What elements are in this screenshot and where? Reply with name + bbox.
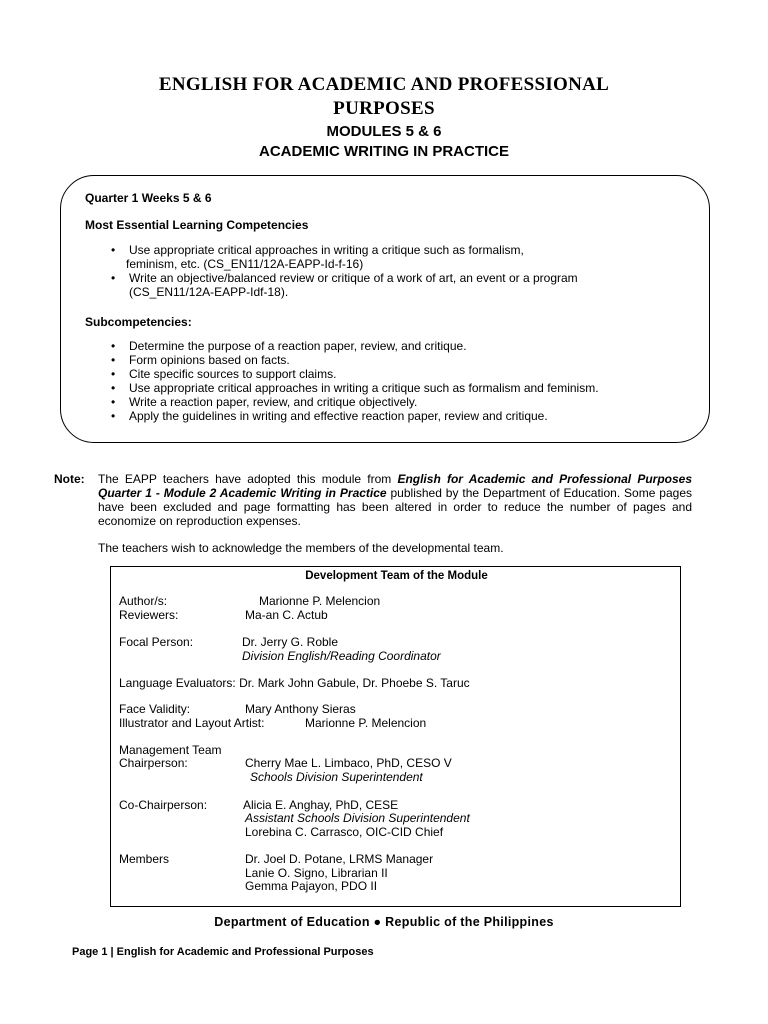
language-evaluators: Language Evaluators: Dr. Mark John Gabule, Dr. Phoebe S. Taruc (119, 676, 470, 690)
subcompetencies-heading: Subcompetencies: (85, 315, 192, 329)
cochair-name: Alicia E. Anghay, PhD, CESE (243, 798, 399, 812)
note-paragraph: The EAPP teachers have adopted this module from English for Academic and Professional Purposes Quarter 1 - Module 2 Academic Writing in Practice published by the Department of Education. Some pages have been excluded and page formatting has been altered in order to reduce the number of pages and economize on reproduction expenses. (98, 472, 692, 528)
melc-heading: Most Essential Learning Competencies (85, 218, 309, 232)
chair-label: Chairperson: (119, 756, 188, 770)
subcompetency-item: • Cite specific sources to support claims. (107, 367, 697, 381)
page-footer: Page 1 | English for Academic and Professional Purposes (72, 946, 374, 958)
melc-list (107, 243, 697, 299)
modules-heading: MODULES 5 & 6 (326, 123, 442, 140)
document-title-line1: ENGLISH FOR ACADEMIC AND PROFESSIONAL (158, 74, 610, 95)
authors-label: Author/s: (119, 594, 168, 608)
face-validity-label: Face Validity: (119, 702, 191, 716)
reviewers-value: Ma-an C. Actub (245, 608, 328, 622)
focal-name: Dr. Jerry G. Roble (242, 635, 339, 649)
member-item: Gemma Pajayon, PDO II (245, 879, 378, 893)
competencies-box (60, 175, 710, 443)
member-item: Dr. Joel D. Potane, LRMS Manager (245, 852, 434, 866)
authors-value: Marionne P. Melencion (259, 594, 381, 608)
cochair-label: Co-Chairperson: (119, 798, 208, 812)
department-footer: Department of Education ● Republic of the Philippines (214, 915, 554, 929)
illustrator-label: Illustrator and Layout Artist: (119, 716, 265, 730)
document-title-line2: PURPOSES (333, 98, 435, 119)
face-validity-value: Mary Anthony Sieras (245, 702, 356, 716)
focal-role: Division English/Reading Coordinator (242, 649, 441, 663)
subcompetency-item: • Determine the purpose of a reaction paper, review, and critique. (107, 339, 697, 353)
development-team-box (110, 566, 681, 907)
document-subtitle: ACADEMIC WRITING IN PRACTICE (259, 143, 509, 160)
melc-item: • Use appropriate critical approaches in writing a critique such as formalism, feminism, etc. (CS_EN11/12A-EAPP-Id-f-16) (107, 243, 697, 271)
subcompetency-item: • Apply the guidelines in writing and effective reaction paper, review and critique. (107, 409, 697, 423)
subcompetency-item: • Write a reaction paper, review, and critique objectively. (107, 395, 697, 409)
cochair-role: Assistant Schools Division Superintendent (245, 811, 470, 825)
illustrator-value: Marionne P. Melencion (305, 716, 427, 730)
subcompetencies-list (107, 339, 697, 423)
management-label: Management Team (119, 743, 222, 757)
melc-item: • Write an objective/balanced review or critique of a work of art, an event or a program (CS_EN11/12A-EAPP-Idf-18). (107, 271, 697, 299)
cochair-name2: Lorebina C. Carrasco, OIC-CID Chief (245, 825, 444, 839)
team-title: Development Team of the Module (305, 570, 488, 582)
source-title: English for Academic and Professional Purposes Quarter 1 - Module 2 Academic Writing in Practice (98, 472, 692, 500)
acknowledgement-text: The teachers wish to acknowledge the members of the developmental team. (98, 541, 504, 555)
member-item: Lanie O. Signo, Librarian II (245, 866, 388, 880)
subcompetency-item: • Use appropriate critical approaches in writing a critique such as formalism and feminism. (107, 381, 697, 395)
focal-label: Focal Person: (119, 635, 194, 649)
subcompetency-item: • Form opinions based on facts. (107, 353, 697, 367)
quarter-label: Quarter 1 Weeks 5 & 6 (85, 191, 212, 205)
members-label: Members (119, 852, 170, 866)
chair-name: Cherry Mae L. Limbaco, PhD, CESO V (245, 756, 452, 770)
chair-role: Schools Division Superintendent (250, 770, 423, 784)
note-label: Note: (54, 472, 85, 486)
reviewers-label: Reviewers: (119, 608, 179, 622)
